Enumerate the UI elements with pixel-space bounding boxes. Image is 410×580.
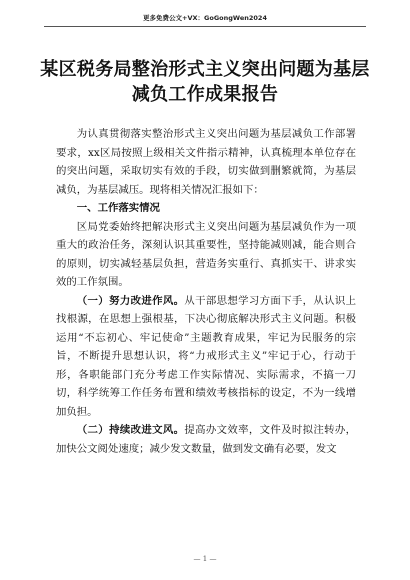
section-1-paragraph: 区局党委始终把解决形式主义突出问题为基层减负作为一项重大的政治任务，深刻认识其重要性，坚持能减则减，能合则合的原则，切实减轻基层负担，营造务实重行、真抓实干、讲求实效的工作氛围。 bbox=[56, 220, 356, 288]
subsection-2-label: （二） bbox=[76, 424, 110, 436]
subsection-1-text: 从干部思想学习方面下手，从认识上找根源，在思想上强根基，下决心彻底解决形式主义问题。积极运用“不忘初心、牢记使命”主题教育成果，牢记为民服务的宗旨，不断提升思想认识，将“力戒形式主义”牢记于心，行动于形，各职能部门充分考虑工作实际情况、实际需求，不搞一刀切，科学统筹工作任务布置和绩效考核指标的设定，不为一线增加负担。 bbox=[56, 294, 357, 418]
subsection-1-paragraph bbox=[56, 292, 356, 422]
subsection-2-title: 持续改进文风。 bbox=[109, 424, 185, 436]
document-title: 某区税务局整治形式主义突出问题为基层减负工作成果报告 bbox=[40, 59, 370, 105]
document-body bbox=[56, 125, 356, 458]
page-header: 更多免费公文+VX：GoGongWen2024 bbox=[143, 14, 267, 22]
header-divider bbox=[44, 26, 366, 27]
page-number: — 1 — bbox=[193, 555, 217, 563]
subsection-1-title: 努力改进作风。 bbox=[109, 294, 185, 307]
intro-paragraph: 为认真贯彻落实整治形式主义突出问题为基层减负工作部署要求，xx区局按照上级相关文件指示精神，认真梳理本单位存在的突出问题，采取切实有效的手段，切实做到删繁就简，为基层减负，为基层减压。现将相关情况汇报如下： bbox=[56, 128, 356, 196]
subsection-2-text: 提高办文效率，文件及时拟注转办，加快公文阅处速度；减少发文数量，做到发文确有必要，发文 bbox=[56, 424, 357, 455]
section-heading-1: 一、工作落实情况 bbox=[76, 202, 160, 214]
subsection-2-paragraph bbox=[56, 421, 356, 458]
subsection-1-label: （一） bbox=[76, 294, 110, 307]
